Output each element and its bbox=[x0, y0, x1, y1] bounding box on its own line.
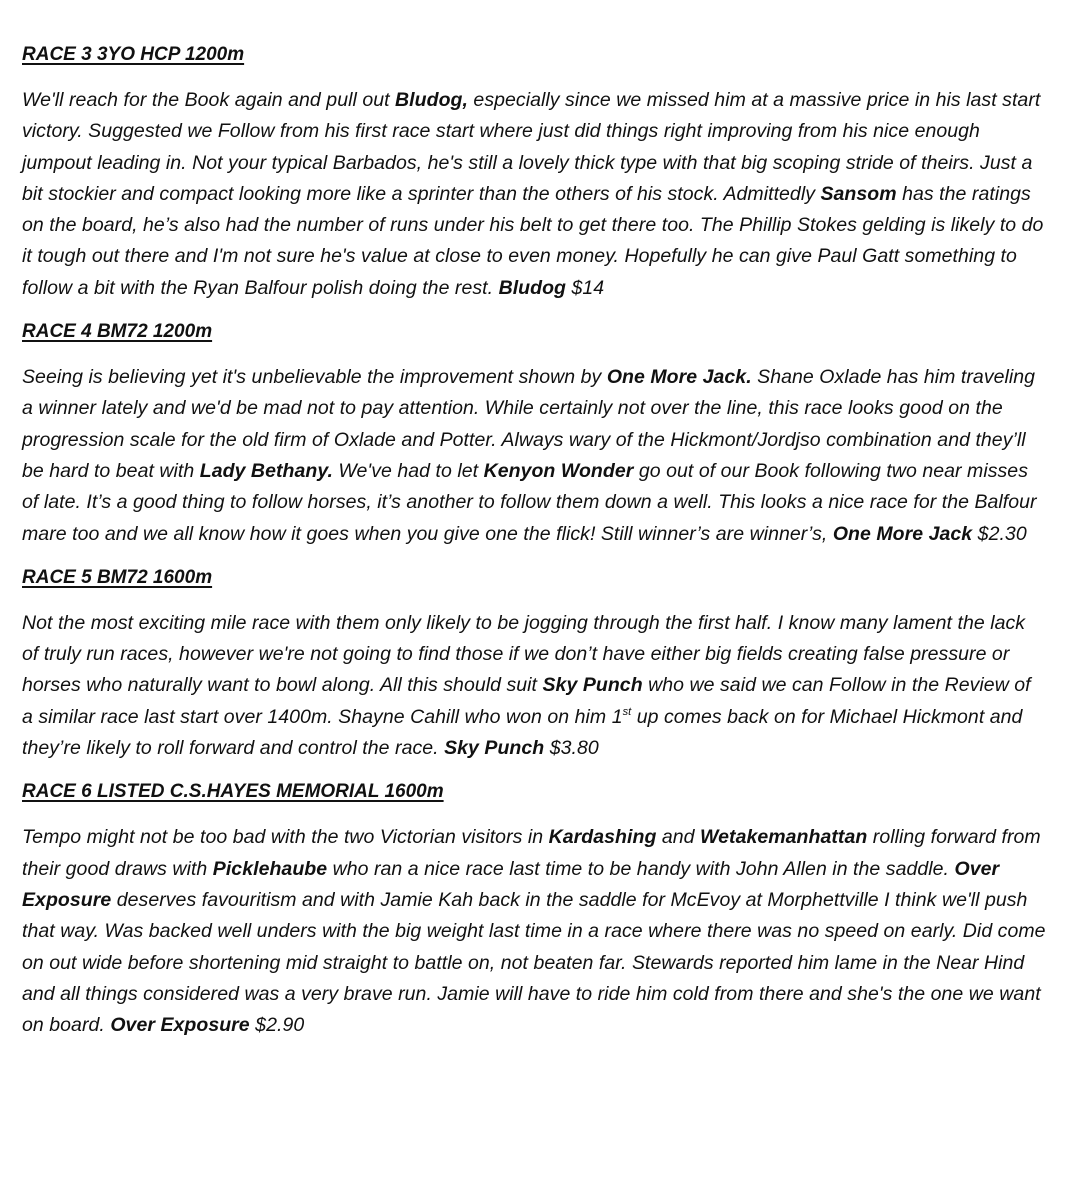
selection-price: $3.80 bbox=[544, 737, 599, 760]
text-run: Seeing is believing yet it's unbelievable the improvement shown by bbox=[22, 366, 607, 389]
selection-horse-name: Sky Punch bbox=[444, 737, 545, 760]
race-6-text bbox=[22, 822, 1046, 1041]
race-5-heading: RACE 5 BM72 1600m bbox=[22, 566, 213, 588]
horse-name-one-more-jack: One More Jack. bbox=[606, 366, 752, 389]
race-4-text bbox=[22, 362, 1046, 550]
text-run: We'll reach for the Book again and pull out bbox=[22, 89, 396, 111]
text-run: Not the most exciting mile race with them only likely to be jogging through the first half. I know many lament the lack of truly run races, however we're not going to find those if we don’t have either big fields creating false pressure or horses who naturally want to bowl along. All this should suit bbox=[22, 611, 1026, 697]
selection-horse-name: One More Jack bbox=[832, 522, 973, 545]
race-3-text bbox=[22, 85, 1046, 304]
horse-name-wetakemanhattan: Wetakemanhattan bbox=[700, 826, 868, 849]
horse-name-sky-punch: Sky Punch bbox=[542, 674, 643, 697]
text-run: We've had to let bbox=[332, 459, 484, 482]
selection-price: $2.30 bbox=[972, 522, 1027, 545]
horse-name-lady-bethany: Lady Bethany. bbox=[199, 459, 333, 482]
selection-horse-name: Bludog bbox=[498, 276, 567, 299]
race-3-heading: RACE 3 3YO HCP 1200m bbox=[22, 44, 245, 65]
ordinal-superscript: st bbox=[622, 705, 632, 718]
text-run: go out of our Book following two near misses of late. It’s a good thing to follow horses, it’s another to follow them down a well. This looks a nice race for the Balfour mare too and we all know how it goes when you give one the flick! Still winner’s are winner’s, bbox=[22, 459, 1037, 545]
selection-horse-name: Over Exposure bbox=[110, 1014, 250, 1037]
race-4-section bbox=[22, 316, 1046, 550]
race-6-heading: RACE 6 LISTED C.S.HAYES MEMORIAL 1600m bbox=[22, 781, 444, 803]
text-run: who we said we can Follow in the Review of a similar race last start over 1400m. Shayne Cahill who won on him 1 bbox=[22, 674, 1031, 728]
text-run: Tempo might not be too bad with the two Victorian visitors in bbox=[22, 826, 549, 849]
selection-price: $14 bbox=[566, 276, 605, 299]
text-run: has the ratings on the board, he’s also had the number of runs under his belt to get there too. The Phillip Stokes gelding is likely to do it tough out there and I'm not sure he's value at close to even money. Hopefully he can give Paul Gatt something to follow a bit with the Ryan Balfour polish doing the rest. bbox=[22, 182, 1044, 299]
text-run: especially since we missed him at a massive price in his last start victory. Suggested we Follow from his first race start where just did things right improving from his nice enough jumpout leading in. Not your typical Barbados, he's still a lovely thick type with that big scoping stride of theirs. Just a bit stockier and compact looking more like a sprinter than the others of his stock. Admittedly bbox=[22, 89, 1041, 205]
race-5-text bbox=[22, 608, 1046, 764]
text-run: up comes back on for Michael Hickmont and they’re likely to roll forward and control the race. bbox=[22, 705, 1023, 760]
horse-name-over-exposure: Over Exposure bbox=[22, 857, 1000, 911]
horse-name-sansom: Sansom bbox=[820, 182, 897, 205]
horse-name-picklehaube: Picklehaube bbox=[212, 857, 328, 880]
horse-name-kardashing: Kardashing bbox=[548, 826, 657, 849]
horse-name-bludog: Bludog, bbox=[395, 89, 468, 111]
race-4-heading: RACE 4 BM72 1200m bbox=[22, 321, 213, 343]
text-run: deserves favouritism and with Jamie Kah back in the saddle for McEvoy at Morphettville I think we'll push that way. Was backed well unders with the big weight last time in a race where there was no speed on early. Did come on out wide before shortening mid straight to battle on, not beaten far. Stewards reported him lame in the Near Hind and all things considered was a very brave run. Jamie will have to ride him cold from there and she's the one we want on board. bbox=[22, 888, 1046, 1037]
text-run: and bbox=[656, 826, 701, 849]
text-run: who ran a nice race last time to be handy with John Allen in the saddle. bbox=[327, 857, 955, 880]
race-3-section bbox=[22, 39, 1046, 304]
race-6-section bbox=[22, 776, 1046, 1041]
text-run: Shane Oxlade has him traveling a winner lately and we'd be mad not to pay attention. While certainly not over the line, this race looks good on the progression scale for the old firm of Oxlade and Potter. Always wary of the Hickmont/Jordjso combination and they’ll be hard to beat with bbox=[22, 366, 1036, 482]
race-5-section bbox=[22, 562, 1046, 764]
text-run: rolling forward from their good draws with bbox=[22, 826, 1041, 880]
horse-name-kenyon-wonder: Kenyon Wonder bbox=[483, 459, 634, 482]
selection-price: $2.90 bbox=[249, 1014, 305, 1037]
